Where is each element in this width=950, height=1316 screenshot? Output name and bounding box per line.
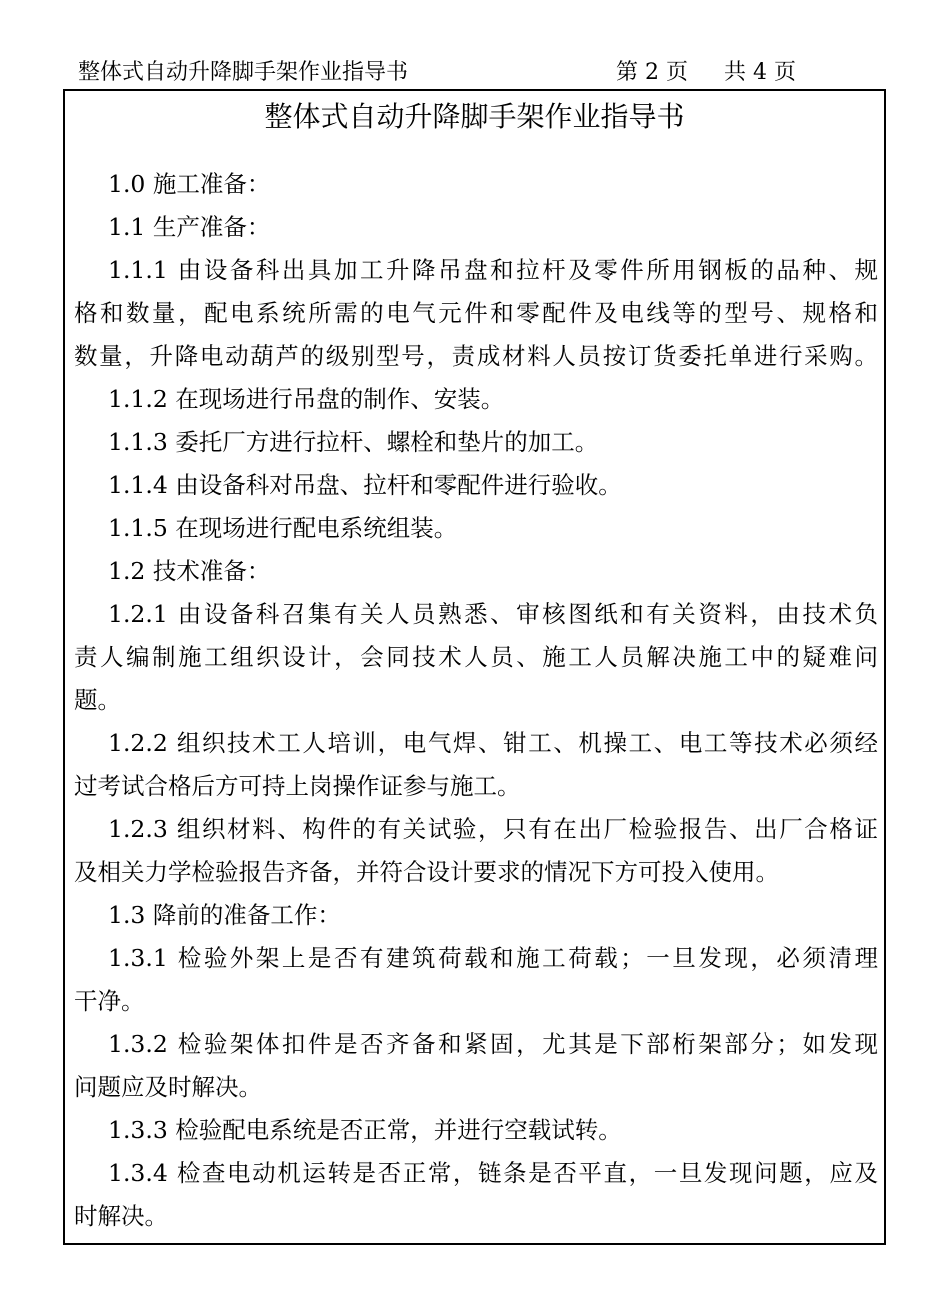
text-line: 1.2 技术准备： [108,557,271,585]
page-header [78,58,796,88]
text-line: 过考试合格后方可持上岗操作证参与施工。 [74,772,521,800]
header-doc-title: 整体式自动升降脚手架作业指导书 [78,60,409,85]
text-line: 责人编制施工组织设计，会同技术人员、施工人员解决施工中的疑难问 [74,643,878,671]
text-line: 1.1.4 由设备科对吊盘、拉杆和零配件进行验收。 [108,471,622,499]
document-body [74,163,878,1238]
text-line: 1.0 施工准备： [108,170,271,198]
header-page-current: 第 2 页 [616,60,688,85]
text-line: 1.3.3 检验配电系统是否正常，并进行空载试转。 [108,1116,622,1144]
document-title: 整体式自动升降脚手架作业指导书 [264,100,685,133]
header-page-total: 共 4 页 [723,60,796,85]
text-line: 1.2.3 组织材料、构件的有关试验，只有在出厂检验报告、出厂合格证 [108,815,878,843]
text-line: 数量，升降电动葫芦的级别型号，责成材料人员按订货委托单进行采购。 [74,342,878,370]
text-line: 干净。 [74,987,145,1015]
text-line: 1.2.1 由设备科召集有关人员熟悉、审核图纸和有关资料，由技术负 [108,600,878,628]
text-line: 问题应及时解决。 [74,1073,262,1101]
text-line: 1.3.2 检验架体扣件是否齐备和紧固，尤其是下部桁架部分；如发现 [108,1030,878,1058]
text-line: 1.2.2 组织技术工人培训，电气焊、钳工、机操工、电工等技术必须经 [108,729,878,757]
text-line: 1.1.3 委托厂方进行拉杆、螺栓和垫片的加工。 [108,428,599,456]
text-line: 1.3.4 检查电动机运转是否正常，链条是否平直，一旦发现问题，应及 [108,1159,878,1187]
text-line: 时解决。 [74,1202,168,1230]
text-line: 1.3 降前的准备工作： [108,901,341,929]
text-line: 题。 [74,686,121,714]
text-line: 1.1.2 在现场进行吊盘的制作、安装。 [108,385,505,413]
text-line: 1.1 生产准备： [108,213,271,241]
text-line: 格和数量，配电系统所需的电气元件和零配件及电线等的型号、规格和 [74,299,878,327]
text-line: 1.1.1 由设备科出具加工升降吊盘和拉杆及零件所用钢板的品种、规 [108,256,878,284]
text-line: 1.3.1 检验外架上是否有建筑荷载和施工荷载；一旦发现，必须清理 [108,944,878,972]
text-line: 及相关力学检验报告齐备，并符合设计要求的情况下方可投入使用。 [74,858,779,886]
text-line: 1.1.5 在现场进行配电系统组装。 [108,514,458,542]
header-page-info [616,58,796,88]
